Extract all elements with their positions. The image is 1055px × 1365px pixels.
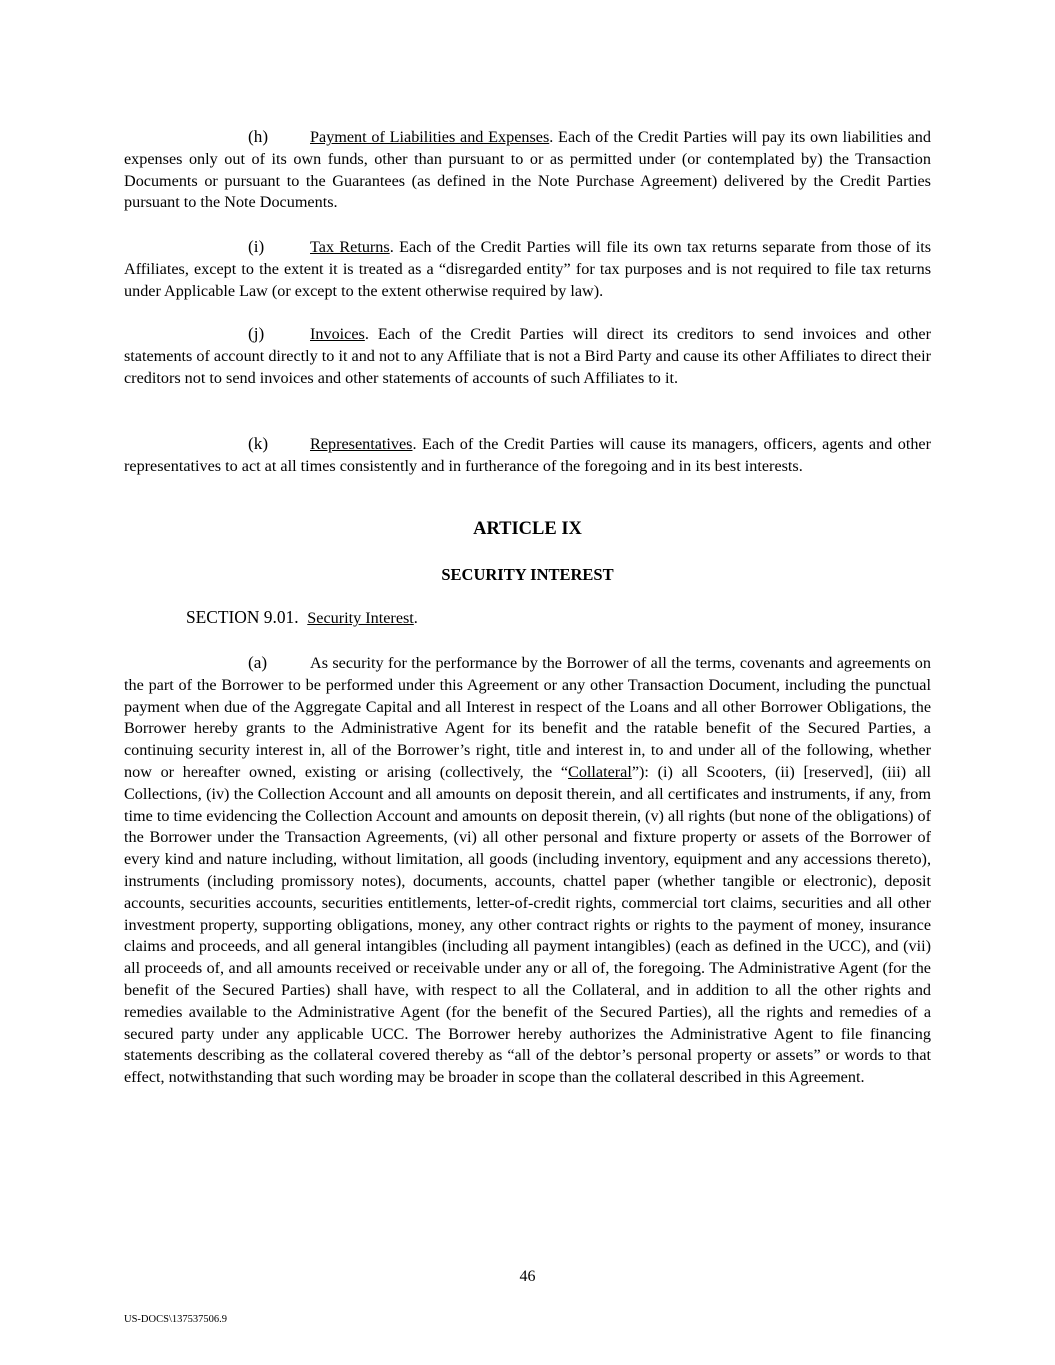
document-id: US-DOCS\137537506.9 bbox=[124, 1314, 227, 1325]
paragraph-marker: (h) bbox=[248, 127, 269, 146]
paragraph-h bbox=[124, 126, 931, 214]
paragraph-k bbox=[124, 433, 931, 478]
paragraph-title: Invoices bbox=[310, 325, 365, 343]
paragraph-text: . Each of the Credit Parties will pay its own liabilities and expenses only out of its own funds, other than pursuant to or as permitted under (or contemplated by) the Transaction Documents or pursuant to the Guarantees (as defined in the Note Purchase Agreement) delivered by the Credit Parties pursuant to the Note Documents. bbox=[124, 128, 931, 212]
paragraph-text: . Each of the Credit Parties will cause its managers, officers, agents and other representatives to act at all times consistently and in furtherance of the foregoing and in its best interests. bbox=[124, 435, 931, 475]
paragraph-marker: (a) bbox=[248, 653, 268, 672]
paragraph-marker: (j) bbox=[248, 324, 265, 343]
section-title: Security Interest bbox=[307, 609, 414, 627]
article-title: SECURITY INTEREST bbox=[441, 565, 614, 584]
defined-term-collateral: Collateral bbox=[568, 762, 632, 781]
paragraph-j bbox=[124, 323, 931, 389]
paragraph-text: . Each of the Credit Parties will file its own tax returns separate from those of its Affiliates, except to the extent it is treated as a “disregarded entity” for tax purposes and is not required to file tax returns under Applicable Law (or except to the extent otherwise required by law). bbox=[124, 238, 931, 300]
paragraph-marker: (k) bbox=[248, 434, 269, 453]
section-title-suffix: . bbox=[413, 609, 418, 627]
paragraph-title: Tax Returns bbox=[310, 238, 390, 256]
paragraph-i bbox=[124, 236, 931, 302]
paragraph-marker: (i) bbox=[248, 237, 265, 256]
paragraph-title: Payment of Liabilities and Expenses bbox=[310, 128, 550, 146]
section-number: SECTION 9.01. bbox=[186, 607, 299, 627]
paragraph-text: As security for the performance by the Borrower of all the terms, covenants and agreements on the part of the Borrower to be performed under this Agreement or any other Transaction Document, including the punctual payment when due of the Aggregate Capital and all Interest in respect of the Loans and all other Borrower Obligations, the Borrower hereby grants to the Administrative Agent for its benefit and the ratable benefit of the Secured Parties, a continuing security interest in, all of the Borrower’s right, title and interest in, to and under all of the following, whether now or hereafter owned, existing or arising (collectively, the “ bbox=[124, 654, 931, 781]
paragraph-text: . Each of the Credit Parties will direct its creditors to send invoices and other statements of account directly to it and not to any Affiliate that is not a Bird Party and cause its other Affiliates to direct their creditors not to send invoices and other statements of accounts of such Affiliates to it. bbox=[124, 325, 931, 387]
page-number: 46 bbox=[519, 1268, 536, 1285]
section-heading bbox=[186, 607, 418, 628]
paragraph-a bbox=[124, 652, 931, 1089]
paragraph-title: Representatives bbox=[310, 435, 413, 453]
paragraph-text-continued: ”): (i) all Scooters, (ii) [reserved], (iii) all Collections, (iv) the Collection Account and all amounts on deposit therein, and all certificates and instruments, if any, from time to time evidencing the Collection Account and amounts on deposit therein, (v) all rights (but none of the obligations) of the Borrower under the Transaction Agreements, (vi) all other personal and fixture property or assets of the Borrower of every kind and nature including, without limitation, all goods (including inventory, equipment and any accessions thereto), instruments (including promissory notes), documents, accounts, chattel paper (whether tangible or electronic), deposit accounts, securities accounts, securities entitlements, letter-of-credit rights, commercial tort claims, securities and all other investment property, supporting obligations, money, any other contract rights or rights to the payment of money, insurance claims and proceeds, and all general intangibles (including all payment intangibles) (each as defined in the UCC), and (vii) all proceeds of, and all amounts received or receivable under any or all of, the foregoing. The Administrative Agent (for the benefit of the Secured Parties) shall have, with respect to all the Collateral, and in addition to all the other rights and remedies available to the Administrative Agent (for the benefit of the Secured Parties), all the rights and remedies of a secured party under any applicable UCC. The Borrower hereby authorizes the Administrative Agent to file financing statements describing as the collateral covered thereby as “all of the debtor’s personal property or assets” or words to that effect, notwithstanding that such wording may be broader in scope than the collateral described in this Agreement. bbox=[124, 762, 931, 1087]
article-heading: ARTICLE IX bbox=[473, 519, 582, 539]
